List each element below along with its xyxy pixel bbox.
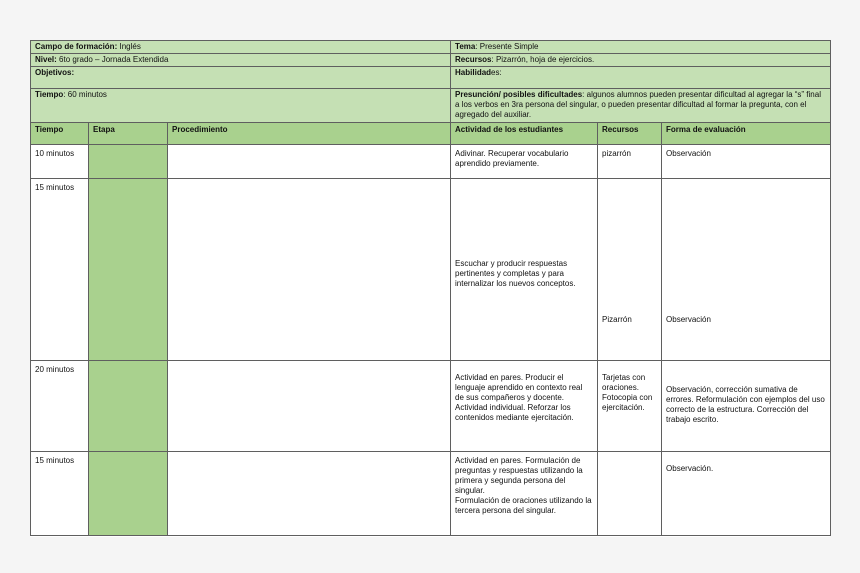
tiempo-cell: 10 minutos <box>31 145 89 179</box>
recursos-cell: pizarrón <box>598 145 662 179</box>
lesson-plan-table <box>30 40 831 536</box>
actividad-cell: Escuchar y producir respuestas pertinentes y completas y para internalizar los nuevos conceptos. <box>451 179 598 361</box>
procedimiento-cell <box>168 361 451 452</box>
table-row <box>31 361 831 452</box>
habilidades-cell: Habilidades: <box>451 67 831 89</box>
recursos-cell: Pizarrón <box>598 179 662 361</box>
objetivos-cell: Objetivos: <box>31 67 451 89</box>
col-header-procedimiento: Procedimiento <box>168 123 451 145</box>
actividad-line-2: Formulación de oraciones utilizando la tercera persona del singular. <box>455 496 592 515</box>
col-header-evaluacion: Forma de evaluación <box>662 123 831 145</box>
table-row <box>31 179 831 361</box>
header-row-tiempo <box>31 89 831 123</box>
header-row-campo <box>31 41 831 54</box>
table-row <box>31 452 831 536</box>
tiempo-cell: 15 minutos <box>31 179 89 361</box>
recursos-header-cell: Recursos: Pizarrón, hoja de ejercicios. <box>451 54 831 67</box>
col-header-etapa: Etapa <box>89 123 168 145</box>
actividad-cell: Adivinar. Recuperar vocabulario aprendido previamente. <box>451 145 598 179</box>
tema-cell: Tema: Presente Simple <box>451 41 831 54</box>
procedimiento-cell <box>168 452 451 536</box>
recursos-cell: Tarjetas con oraciones. Fotocopia con ejercitación. <box>598 361 662 452</box>
tiempo-cell: 15 minutos <box>31 452 89 536</box>
evaluacion-cell: Observación, corrección sumativa de errores. Reformulación con ejemplos del uso correcto de la estructura. Corrección del trabajo escrito. <box>662 361 831 452</box>
evaluacion-cell: Observación <box>662 179 831 361</box>
tiempo-total-cell: Tiempo: 60 minutos <box>31 89 451 123</box>
etapa-cell <box>89 361 168 452</box>
col-header-actividad: Actividad de los estudiantes <box>451 123 598 145</box>
etapa-cell <box>89 179 168 361</box>
column-header-row <box>31 123 831 145</box>
etapa-cell <box>89 145 168 179</box>
recursos-cell <box>598 452 662 536</box>
etapa-cell <box>89 452 168 536</box>
actividad-cell <box>451 452 598 536</box>
header-row-objetivos <box>31 67 831 89</box>
evaluacion-cell: Observación. <box>662 452 831 536</box>
lesson-plan-document <box>30 40 830 537</box>
col-header-recursos: Recursos <box>598 123 662 145</box>
procedimiento-cell <box>168 145 451 179</box>
header-row-nivel <box>31 54 831 67</box>
actividad-cell: Actividad en pares. Producir el lenguaje aprendido en contexto real de sus compañeros y docente. Actividad individual. Reforzar los contenidos mediante ejercitación. <box>451 361 598 452</box>
evaluacion-cell: Observación <box>662 145 831 179</box>
tiempo-cell: 20 minutos <box>31 361 89 452</box>
procedimiento-cell <box>168 179 451 361</box>
table-row <box>31 145 831 179</box>
campo-cell: Campo de formación: Inglés <box>31 41 451 54</box>
nivel-cell: Nivel: 6to grado – Jornada Extendida <box>31 54 451 67</box>
col-header-tiempo: Tiempo <box>31 123 89 145</box>
presuncion-cell: Presunción/ posibles dificultades: algunos alumnos pueden presentar dificultad al agregar la “s” final a los verbos en 3ra persona del singular, o pueden presentar dificultad al formar la pregunta, con el agregado del auxiliar. <box>451 89 831 123</box>
actividad-line-1: Actividad en pares. Formulación de preguntas y respuestas utilizando la primera y segunda persona del singular. <box>455 456 583 495</box>
